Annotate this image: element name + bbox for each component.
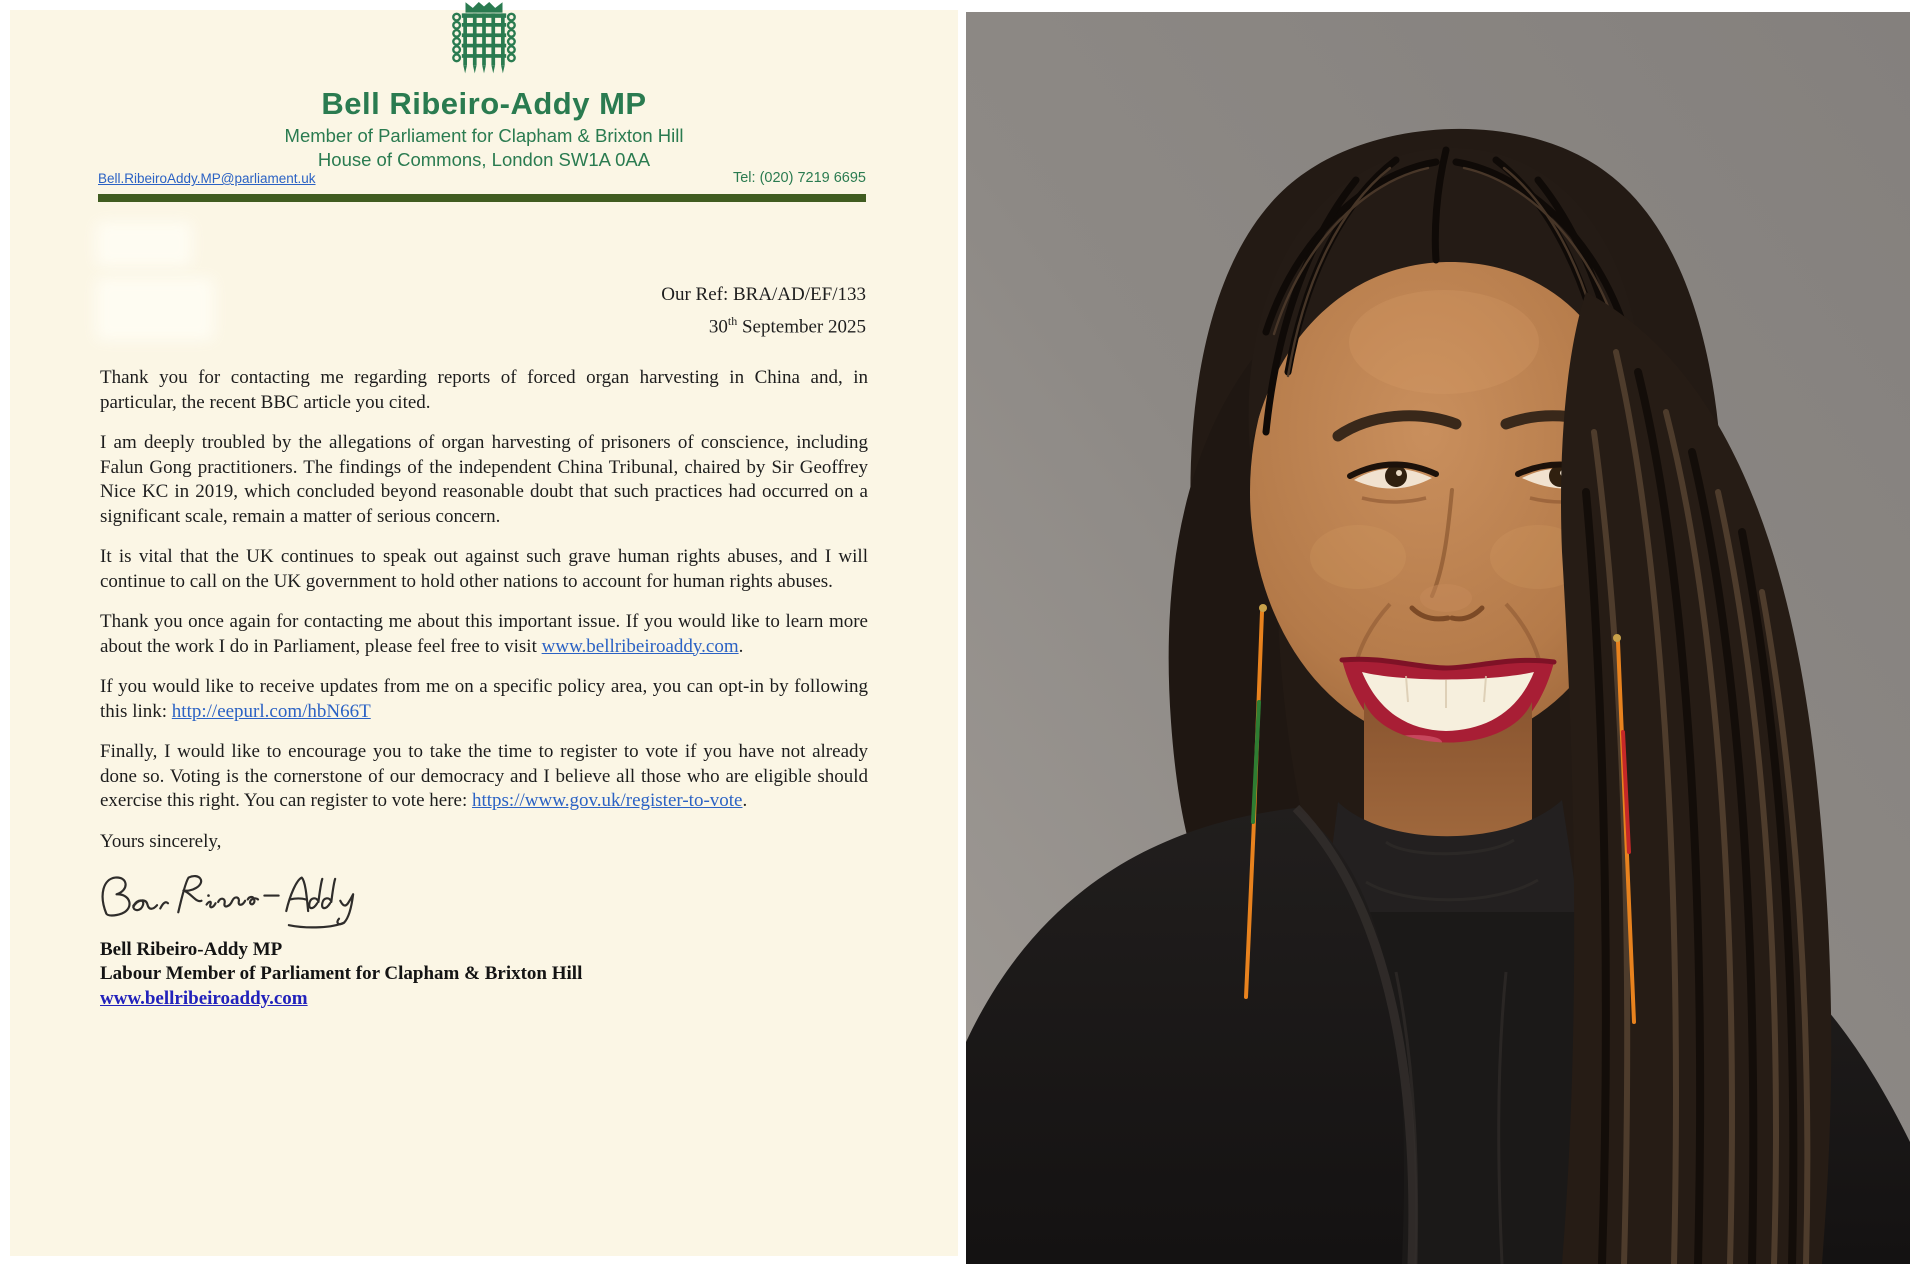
paragraph-1: Thank you for contacting me regarding reports of forced organ harvesting in China and, in particular, the recent BBC article you cited. — [100, 367, 868, 413]
contact-row — [98, 170, 866, 186]
portcullis-icon — [447, 2, 521, 84]
optin-link[interactable]: http://eepurl.com/hbN66T — [171, 700, 371, 722]
signature-role: Labour Member of Parliament for Clapham & Brixton Hill — [100, 963, 583, 984]
paragraph-5: If you would like to receive updates from me on a specific policy area, you can opt-in by following this link: http://eepurl.com/hbN66T — [100, 676, 868, 722]
letterhead-divider — [98, 194, 866, 202]
telephone-number: Tel: (020) 7219 6695 — [732, 170, 866, 186]
letterhead-logo — [10, 2, 958, 89]
paragraph-6: Finally, I would like to encourage you to take the time to register to vote if you have not already done so. Voting is the cornerstone of our democracy and I believe all those who are eligible should exercise this right. You can register to vote here: https://www.gov.uk/register-to-vote. — [100, 741, 868, 811]
letter-page — [10, 10, 958, 1256]
our-ref: Our Ref: BRA/AD/EF/133 — [661, 284, 866, 305]
mp-address-line: House of Commons, London SW1A 0AA — [317, 149, 651, 170]
paragraph-2: I am deeply troubled by the allegations of organ harvesting of prisoners of conscience, including Falun Gong practitioners. The findings of the independent China Tribunal, chaired by Sir Geoffrey Nice KC in 2019, which concluded beyond reasonable doubt that such practices had occurred on a significant scale, remain a matter of serious concern. — [100, 432, 868, 527]
letter-date: 30th September 2025 — [708, 314, 866, 338]
email-link[interactable]: Bell.RibeiroAddy.MP@parliament.uk — [98, 171, 316, 186]
redacted-address-block — [96, 278, 214, 340]
portrait-illustration — [966, 12, 1910, 1264]
website-link[interactable]: www.bellribeiroaddy.com — [541, 635, 739, 657]
letter-body — [100, 366, 868, 1012]
paragraph-3: It is vital that the UK continues to speak out against such grave human rights abuses, and I will continue to call on the UK government to hold other nations to account for human rights abuses. — [100, 546, 868, 592]
mp-portrait-photo — [966, 12, 1910, 1264]
signature-website-link[interactable]: www.bellribeiroaddy.com — [100, 988, 308, 1009]
redacted-recipient-block — [96, 222, 192, 266]
paragraph-4: Thank you once again for contacting me about this important issue. If you would like to learn more about the work I do in Parliament, please feel free to visit www.bellribeiroaddy.com. — [100, 611, 868, 657]
register-to-vote-link[interactable]: https://www.gov.uk/register-to-vote — [471, 790, 743, 811]
signature-name: Bell Ribeiro-Addy MP — [100, 939, 283, 960]
mp-name-heading: Bell Ribeiro-Addy MP — [321, 86, 647, 121]
mp-title-line: Member of Parliament for Clapham & Brixton Hill — [284, 125, 684, 146]
handwritten-signature — [96, 870, 366, 934]
closing: Yours sincerely, — [100, 830, 222, 852]
reference-block — [661, 282, 866, 340]
